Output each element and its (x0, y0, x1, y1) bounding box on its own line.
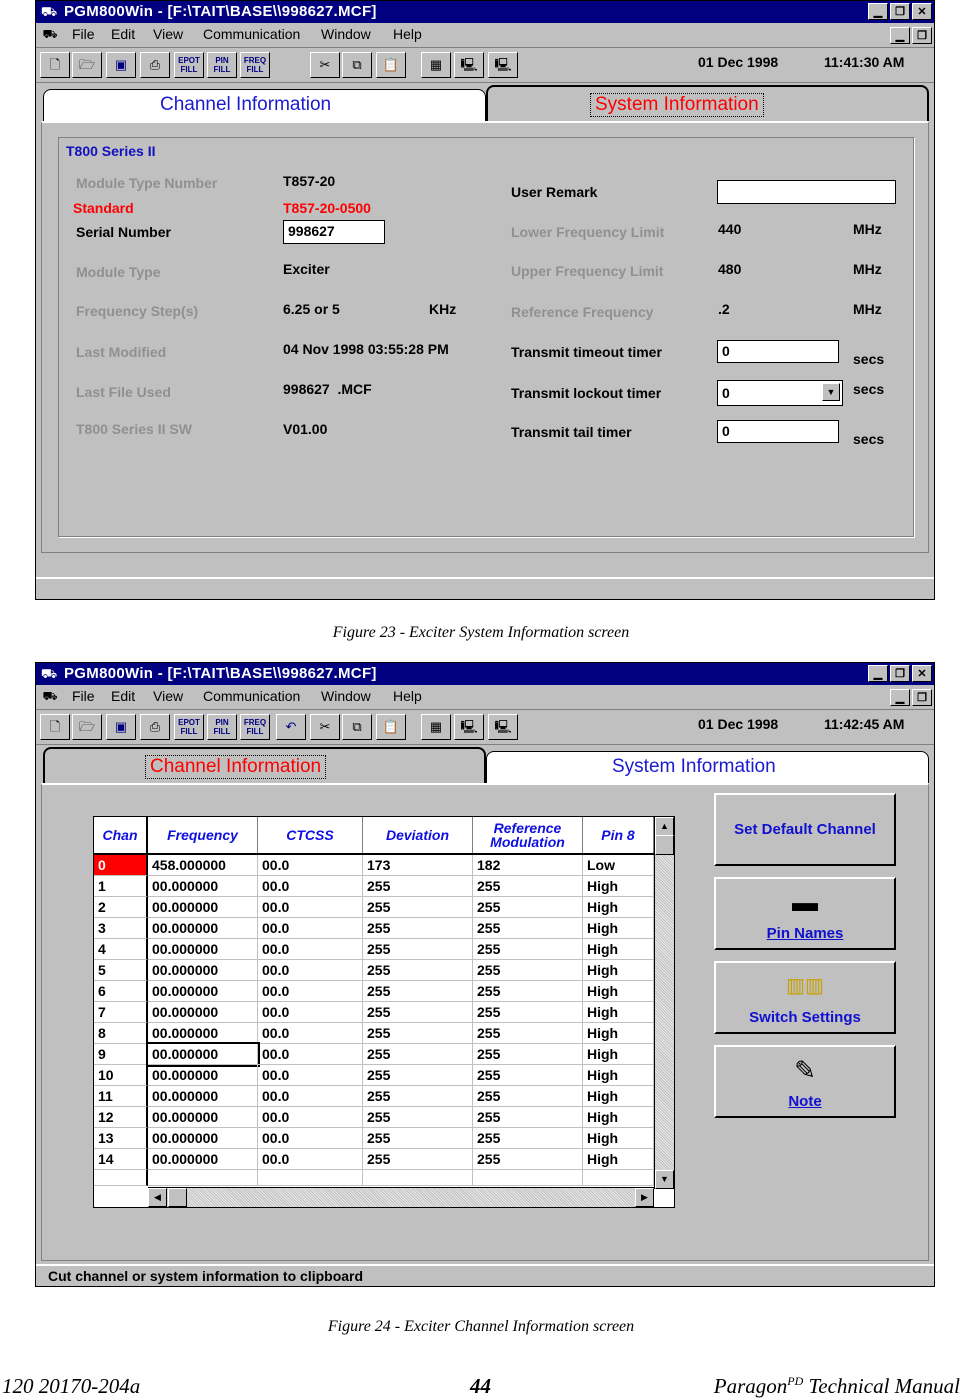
doc-restore-button[interactable]: ❐ (912, 27, 932, 44)
doc-restore-button[interactable]: ❐ (912, 689, 932, 706)
cell-frequency[interactable]: 00.000000 (148, 1044, 258, 1065)
date-display: 01 Dec 1998 (698, 716, 779, 732)
table-row[interactable] (94, 1107, 654, 1128)
scroll-thumb[interactable] (655, 835, 674, 855)
new-file-icon[interactable]: 🗋 (40, 714, 70, 740)
cell-reference-modulation[interactable]: 255 (473, 1086, 583, 1107)
cell-deviation[interactable]: 255 (363, 897, 473, 918)
sw-version-label: T800 Series II SW (76, 421, 192, 437)
cell-pin-8[interactable]: High (583, 1065, 654, 1086)
column-header-chan[interactable]: Chan (94, 817, 148, 853)
cell-deviation[interactable]: 255 (363, 1107, 473, 1128)
transmit-tail-unit: secs (853, 431, 885, 447)
window-title: PGM800Win - [F:\TAIT\BASE\\998627.MCF] (64, 3, 377, 20)
cell-chan[interactable]: 0 (94, 855, 148, 876)
date-display: 01 Dec 1998 (698, 54, 779, 70)
cell-chan[interactable]: 11 (94, 1086, 148, 1107)
tab-strip (41, 85, 929, 121)
vertical-scrollbar[interactable] (654, 817, 674, 1189)
reference-frequency-unit: MHz (853, 301, 882, 317)
transmit-timeout-unit: secs (853, 351, 885, 367)
cell-reference-modulation[interactable]: 255 (473, 1044, 583, 1065)
cell-frequency[interactable]: 00.000000 (148, 1065, 258, 1086)
cell-frequency[interactable]: 00.000000 (148, 918, 258, 939)
cell-deviation[interactable]: 255 (363, 1023, 473, 1044)
cell-deviation[interactable]: 255 (363, 1086, 473, 1107)
cell-ctcss[interactable]: 00.0 (258, 1002, 363, 1023)
horizontal-scrollbar[interactable] (148, 1187, 654, 1207)
download-computer-icon[interactable]: 🖳 (454, 52, 484, 78)
cell-reference-modulation[interactable]: 255 (473, 1107, 583, 1128)
lower-frequency-limit-value: 440 (718, 221, 742, 237)
menu-help[interactable]: Help (393, 688, 422, 704)
time-display: 11:41:30 AM (824, 54, 905, 70)
pin-names-button[interactable]: ▬ Pin Names (714, 877, 896, 950)
table-row[interactable] (94, 1044, 654, 1065)
menu-file[interactable]: File (72, 26, 95, 42)
cell-deviation[interactable]: 255 (363, 981, 473, 1002)
reference-frequency-label: Reference Frequency (511, 304, 654, 320)
epot-fill-icon[interactable]: EPOT FILL (174, 714, 204, 740)
app-icon[interactable]: ⛟ (40, 4, 58, 19)
note-button[interactable]: ✎ Note (714, 1045, 896, 1118)
cell-pin-8[interactable]: High (583, 1149, 654, 1170)
cell-pin-8[interactable]: High (583, 1002, 654, 1023)
tab-system-information[interactable]: System Information (486, 751, 929, 783)
chevron-down-icon[interactable]: ▼ (822, 383, 840, 401)
status-bar (36, 1264, 934, 1286)
hscroll-thumb[interactable] (168, 1188, 187, 1207)
save-disk-icon[interactable]: ▣ (106, 714, 136, 740)
transmit-tail-input[interactable]: 0 (717, 420, 839, 443)
pin-fill-icon[interactable]: PIN FILL (207, 714, 237, 740)
cell-deviation[interactable]: 255 (363, 876, 473, 897)
cut-scissors-icon[interactable]: ✂ (310, 714, 340, 740)
upper-frequency-unit: MHz (853, 261, 882, 277)
cell-ctcss[interactable]: 00.0 (258, 1023, 363, 1044)
tab-system-information[interactable]: System Information (486, 85, 929, 121)
cell-frequency[interactable]: 00.000000 (148, 960, 258, 981)
freq-fill-icon[interactable]: FREQ FILL (240, 714, 270, 740)
cell-ctcss[interactable]: 00.0 (258, 1107, 363, 1128)
title-bar[interactable] (36, 1, 934, 23)
cell-chan[interactable]: 7 (94, 1002, 148, 1023)
cell-pin-8[interactable]: High (583, 876, 654, 897)
frequency-steps-label: Frequency Step(s) (76, 303, 199, 319)
table-row[interactable] (94, 1128, 654, 1149)
standard-label: Standard (73, 200, 134, 216)
cell-chan[interactable]: 6 (94, 981, 148, 1002)
cell-frequency[interactable]: 00.000000 (148, 876, 258, 897)
chip-icon: ▬ (792, 887, 818, 917)
menu-window[interactable]: Window (321, 26, 371, 42)
cell-chan[interactable]: 5 (94, 960, 148, 981)
maximize-button[interactable]: ❐ (890, 3, 910, 20)
frequency-steps-value: 6.25 or 5 (283, 301, 340, 317)
cell-chan[interactable]: 4 (94, 939, 148, 960)
table-row[interactable] (94, 855, 654, 876)
sw-version-value: V01.00 (283, 421, 328, 437)
cell-reference-modulation[interactable]: 182 (473, 855, 583, 876)
footer-manual-title: Paragon$^{PD}$ Technical Manual (713, 1374, 960, 1398)
table-row[interactable] (94, 1002, 654, 1023)
cell-ctcss[interactable]: 00.0 (258, 897, 363, 918)
cell-reference-modulation[interactable]: 255 (473, 981, 583, 1002)
cell-pin-8[interactable]: High (583, 1107, 654, 1128)
status-text: Cut channel or system information to clipboard (48, 1268, 364, 1284)
column-header-pin-8[interactable]: Pin 8 (583, 817, 654, 853)
maximize-button[interactable]: ❐ (890, 665, 910, 682)
cell-deviation[interactable]: 255 (363, 1065, 473, 1086)
doc-minimize-button[interactable]: ▁ (890, 689, 910, 706)
cell-empty[interactable] (583, 1170, 654, 1186)
upload-computer-icon[interactable]: 🖳 (488, 714, 518, 740)
table-row[interactable] (94, 897, 654, 918)
download-computer-icon[interactable]: 🖳 (454, 714, 484, 740)
grid-header (94, 817, 654, 855)
menu-view[interactable]: View (153, 26, 184, 42)
cell-ctcss[interactable]: 00.0 (258, 1128, 363, 1149)
cell-chan[interactable]: 10 (94, 1065, 148, 1086)
module-type-number-value: T857-20 (283, 173, 336, 189)
dip-switch-icon: ▥▥ (786, 975, 824, 997)
cell-pin-8[interactable]: High (583, 1128, 654, 1149)
cell-pin-8[interactable]: High (583, 1023, 654, 1044)
cell-frequency[interactable]: 00.000000 (148, 1023, 258, 1044)
freq-fill-icon[interactable]: FREQ FILL (240, 52, 270, 78)
column-header-ctcss[interactable]: CTCSS (258, 817, 363, 853)
cell-empty[interactable] (473, 1170, 583, 1186)
cell-pin-8[interactable]: High (583, 897, 654, 918)
switch-settings-button[interactable]: ▥▥ Switch Settings (714, 961, 896, 1034)
table-row[interactable] (94, 939, 654, 960)
cell-pin-8[interactable]: High (583, 939, 654, 960)
toolbar (36, 47, 934, 83)
cell-deviation[interactable]: 255 (363, 939, 473, 960)
group-title: T800 Series II (66, 143, 156, 159)
cell-ctcss[interactable]: 00.0 (258, 1086, 363, 1107)
cell-reference-modulation[interactable]: 255 (473, 939, 583, 960)
channel-information-panel (41, 783, 929, 1261)
figure-24-caption: Figure 24 - Exciter Channel Information screen (327, 1318, 635, 1335)
lower-frequency-limit-label: Lower Frequency Limit (511, 224, 665, 240)
open-folder-icon[interactable]: 🗁 (72, 714, 102, 740)
cell-reference-modulation[interactable]: 255 (473, 1065, 583, 1086)
epot-fill-icon[interactable]: EPOT FILL (174, 52, 204, 78)
cell-empty[interactable] (94, 1170, 148, 1186)
last-modified-value: 04 Nov 1998 03:55:28 PM (283, 341, 449, 357)
scroll-right-icon[interactable]: ▶ (635, 1188, 654, 1207)
cell-empty[interactable] (363, 1170, 473, 1186)
user-remark-label: User Remark (511, 184, 598, 200)
serial-number-label: Serial Number (76, 224, 171, 240)
cell-pin-8[interactable]: Low (583, 855, 654, 876)
paste-clipboard-icon[interactable]: 📋 (376, 714, 406, 740)
last-modified-label: Last Modified (76, 344, 167, 360)
column-header-deviation[interactable]: Deviation (363, 817, 473, 853)
upload-computer-icon[interactable]: 🖳 (488, 52, 518, 78)
table-row[interactable] (94, 1086, 654, 1107)
cell-chan[interactable]: 8 (94, 1023, 148, 1044)
cell-deviation[interactable]: 255 (363, 1128, 473, 1149)
minimize-button[interactable]: ▁ (868, 665, 888, 682)
cell-frequency[interactable]: 458.000000 (148, 855, 258, 876)
module-type-value: Exciter (283, 261, 330, 277)
cell-ctcss[interactable]: 00.0 (258, 1065, 363, 1086)
cell-ctcss[interactable]: 00.0 (258, 1149, 363, 1170)
cell-frequency[interactable]: 00.000000 (148, 1107, 258, 1128)
tab-strip (41, 747, 929, 783)
tab-channel-information[interactable]: Channel Information (43, 747, 486, 783)
cell-frequency[interactable]: 00.000000 (148, 1149, 258, 1170)
transmit-lockout-unit: secs (853, 381, 885, 397)
note-pad-icon: ✎ (794, 1055, 816, 1085)
cell-frequency[interactable]: 00.000000 (148, 897, 258, 918)
radio-read-icon[interactable]: ▦ (421, 52, 451, 78)
cell-deviation[interactable]: 173 (363, 855, 473, 876)
cell-chan[interactable]: 14 (94, 1149, 148, 1170)
cell-pin-8[interactable]: High (583, 1044, 654, 1065)
transmit-lockout-label: Transmit lockout timer (511, 385, 662, 401)
table-row[interactable] (94, 960, 654, 981)
module-type-label: Module Type (76, 264, 161, 280)
cell-deviation[interactable]: 255 (363, 1002, 473, 1023)
pin-fill-icon[interactable]: PIN FILL (207, 52, 237, 78)
document-icon[interactable]: ⛟ (42, 27, 58, 41)
menu-bar (36, 23, 934, 47)
cell-chan[interactable]: 3 (94, 918, 148, 939)
upper-frequency-limit-value: 480 (718, 261, 742, 277)
cell-frequency[interactable]: 00.000000 (148, 1086, 258, 1107)
menu-edit[interactable]: Edit (111, 688, 136, 704)
print-icon[interactable]: ⎙ (140, 52, 170, 78)
cell-chan[interactable]: 1 (94, 876, 148, 897)
transmit-lockout-value: 0 (722, 385, 730, 401)
cell-reference-modulation[interactable]: 255 (473, 1128, 583, 1149)
pgm800win-window-channel (35, 662, 935, 1287)
cell-chan[interactable]: 9 (94, 1044, 148, 1065)
cell-deviation[interactable]: 255 (363, 918, 473, 939)
undo-icon[interactable]: ↶ (276, 714, 306, 740)
cell-ctcss[interactable]: 00.0 (258, 981, 363, 1002)
table-row[interactable] (94, 1149, 654, 1170)
window-title: PGM800Win - [F:\TAIT\BASE\\998627.MCF] (64, 665, 377, 682)
time-display: 11:42:45 AM (824, 716, 905, 732)
table-row[interactable] (94, 876, 654, 897)
upper-frequency-limit-label: Upper Frequency Limit (511, 263, 664, 279)
cell-ctcss[interactable]: 00.0 (258, 918, 363, 939)
table-row[interactable] (94, 918, 654, 939)
paste-clipboard-icon[interactable]: 📋 (376, 52, 406, 78)
last-file-used-label: Last File Used (76, 384, 171, 400)
menu-file[interactable]: File (72, 688, 95, 704)
open-folder-icon[interactable]: 🗁 (72, 52, 102, 78)
menu-help[interactable]: Help (393, 26, 422, 42)
cell-reference-modulation[interactable]: 255 (473, 1002, 583, 1023)
menu-window[interactable]: Window (321, 688, 371, 704)
cell-reference-modulation[interactable]: 255 (473, 876, 583, 897)
print-icon[interactable]: ⎙ (140, 714, 170, 740)
cell-reference-modulation[interactable]: 255 (473, 1023, 583, 1044)
cut-scissors-icon[interactable]: ✂ (310, 52, 340, 78)
cell-chan[interactable]: 13 (94, 1128, 148, 1149)
cell-ctcss[interactable]: 00.0 (258, 960, 363, 981)
status-bar (36, 577, 934, 599)
serial-number-input[interactable]: 998627 (283, 220, 385, 244)
menu-bar (36, 685, 934, 709)
scroll-left-icon[interactable]: ◀ (148, 1188, 167, 1207)
close-button[interactable]: ✕ (912, 665, 932, 682)
lower-frequency-unit: MHz (853, 221, 882, 237)
radio-read-icon[interactable]: ▦ (421, 714, 451, 740)
cell-frequency[interactable]: 00.000000 (148, 1128, 258, 1149)
cell-reference-modulation[interactable]: 255 (473, 897, 583, 918)
copy-icon[interactable]: ⧉ (342, 714, 372, 740)
cell-chan[interactable]: 12 (94, 1107, 148, 1128)
table-row[interactable] (94, 981, 654, 1002)
reference-frequency-value: .2 (718, 301, 730, 317)
cell-reference-modulation[interactable]: 255 (473, 918, 583, 939)
scroll-down-icon[interactable]: ▼ (655, 1170, 674, 1189)
tab-channel-information[interactable]: Channel Information (43, 89, 486, 121)
document-icon[interactable]: ⛟ (42, 689, 58, 703)
footer-page-number: 44 (470, 1374, 491, 1398)
menu-view[interactable]: View (153, 688, 184, 704)
cell-ctcss[interactable]: 00.0 (258, 876, 363, 897)
user-remark-input[interactable] (717, 180, 896, 204)
app-icon[interactable]: ⛟ (40, 666, 58, 681)
cell-pin-8[interactable]: High (583, 918, 654, 939)
cell-pin-8[interactable]: High (583, 1086, 654, 1107)
frequency-steps-unit: KHz (429, 301, 457, 317)
menu-communication[interactable]: Communication (203, 688, 301, 704)
cell-pin-8[interactable]: High (583, 981, 654, 1002)
channel-grid[interactable] (93, 816, 675, 1208)
cell-frequency[interactable]: 00.000000 (148, 1002, 258, 1023)
cell-reference-modulation[interactable]: 255 (473, 1149, 583, 1170)
table-row[interactable] (94, 1023, 654, 1044)
menu-communication[interactable]: Communication (203, 26, 301, 42)
cell-reference-modulation[interactable]: 255 (473, 960, 583, 981)
close-button[interactable]: ✕ (912, 3, 932, 20)
footer-doc-number: 120 20170-204a (2, 1374, 141, 1398)
transmit-timeout-label: Transmit timeout timer (511, 344, 662, 360)
toolbar (36, 709, 934, 745)
column-header-frequency[interactable]: Frequency (148, 817, 258, 853)
set-default-channel-button[interactable]: Set Default Channel (714, 793, 896, 866)
transmit-tail-label: Transmit tail timer (511, 424, 632, 440)
cell-ctcss[interactable]: 00.0 (258, 939, 363, 960)
transmit-lockout-select[interactable] (717, 380, 843, 406)
cell-empty[interactable] (148, 1170, 258, 1186)
cell-pin-8[interactable]: High (583, 960, 654, 981)
copy-icon[interactable]: ⧉ (342, 52, 372, 78)
cell-frequency[interactable]: 00.000000 (148, 981, 258, 1002)
last-file-used-value: 998627 .MCF (283, 381, 372, 397)
cell-ctcss[interactable]: 00.0 (258, 855, 363, 876)
cell-deviation[interactable]: 255 (363, 1149, 473, 1170)
cell-deviation[interactable]: 255 (363, 1044, 473, 1065)
doc-minimize-button[interactable]: ▁ (890, 27, 910, 44)
column-header-reference-modulation[interactable]: Reference Modulation (473, 817, 583, 853)
scroll-up-icon[interactable]: ▲ (655, 817, 674, 836)
title-bar[interactable] (36, 663, 934, 685)
cell-frequency[interactable]: 00.000000 (148, 939, 258, 960)
system-information-panel (41, 121, 929, 553)
cell-ctcss[interactable]: 00.0 (258, 1044, 363, 1065)
save-disk-icon[interactable]: ▣ (106, 52, 136, 78)
minimize-button[interactable]: ▁ (868, 3, 888, 20)
table-row[interactable] (94, 1065, 654, 1086)
cell-chan[interactable]: 2 (94, 897, 148, 918)
module-type-number-label: Module Type Number (76, 175, 218, 191)
standard-value: T857-20-0500 (283, 200, 371, 216)
transmit-timeout-input[interactable]: 0 (717, 340, 839, 363)
pgm800win-window-system (35, 0, 935, 600)
cell-empty[interactable] (258, 1170, 363, 1186)
new-file-icon[interactable]: 🗋 (40, 52, 70, 78)
cell-deviation[interactable]: 255 (363, 960, 473, 981)
menu-edit[interactable]: Edit (111, 26, 136, 42)
figure-23-caption: Figure 23 - Exciter System Information screen (332, 624, 630, 641)
